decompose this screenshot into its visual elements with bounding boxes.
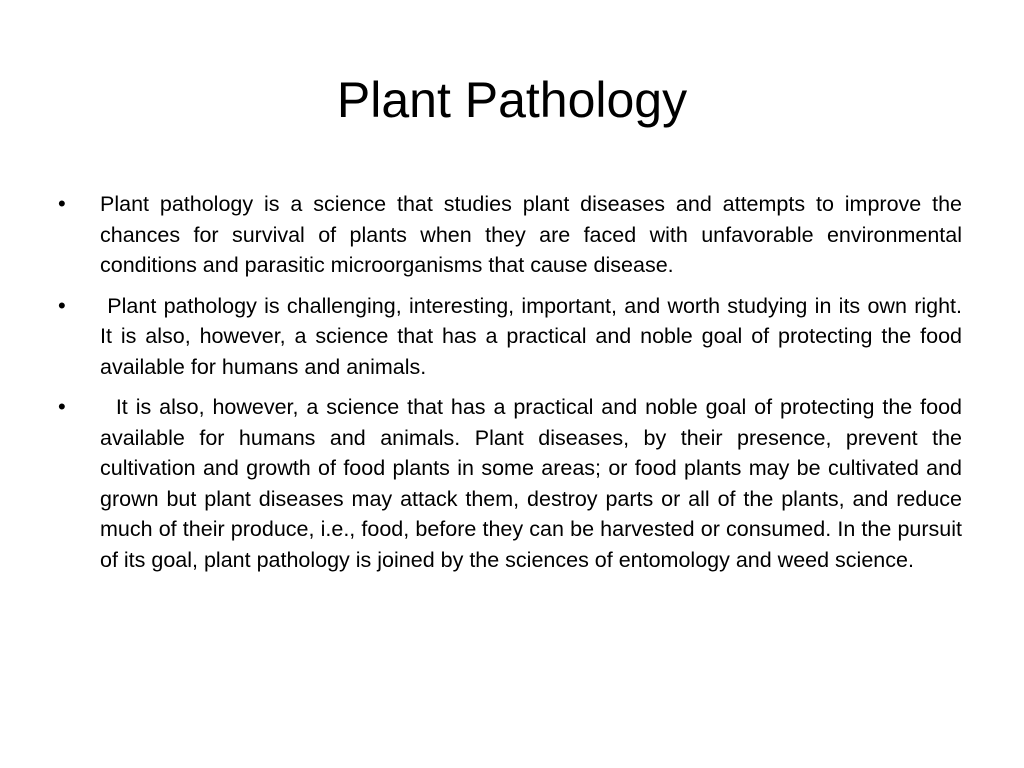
bullet-text: Plant pathology is a science that studies plant diseases and attempts to improve the chances for survival of plants when they are faced with unfavorable environmental conditions and parasitic microorganisms that cause disease. — [100, 192, 962, 277]
bullet-item — [58, 392, 968, 575]
bullet-item — [58, 189, 962, 281]
slide-title: Plant Pathology — [336, 72, 688, 128]
bullet-text: It is also, however, a science that has a practical and noble goal of protecting the food available for humans and animals. Plant diseases, by their presence, prevent the cultivation and growth of food plants in some areas; or food plants may be cultivated and grown but plant diseases may attack them, destroy parts or all of the plants, and reduce much of their produce, i.e., food, before they can be harvested or consumed. In the pursuit of its goal, plant pathology is joined by the sciences of entomology and weed science. — [100, 395, 968, 572]
bullet-item — [58, 291, 968, 383]
bullet-text: Plant pathology is challenging, interesting, important, and worth studying in its own right. It is also, however, a science that has a practical and noble goal of protecting the food available for humans and animals. — [100, 293, 968, 379]
bullet-dot-icon: • — [58, 191, 66, 216]
bullet-dot-icon: • — [58, 292, 66, 318]
bullet-dot-icon: • — [58, 394, 66, 419]
bullet-list — [58, 189, 968, 585]
